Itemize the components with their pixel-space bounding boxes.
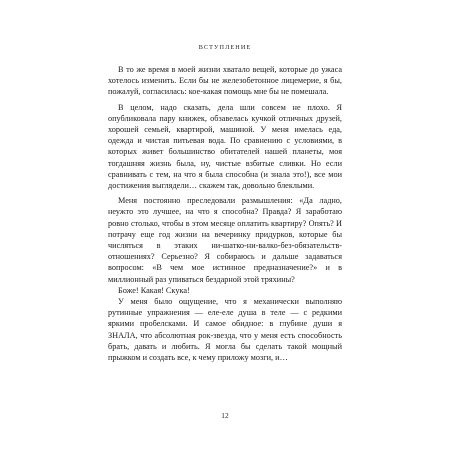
paragraph: У меня было ощущение, что я механически выполняю рутинные упражнения — еле-еле душа в теле — с редкими яркими пробелсками. И самое обидное: в глубине души я ЗНАЛА, что абсолютная рок-звезда, что у меня есть способность брать, давать и любить. Я могла бы сделать такой мощный прыжком и создать все, к чему приложу мозги, и… <box>108 297 342 363</box>
paragraph: Меня постоянно преследовали размышления: «Да ладно, неужто это лучшее, на что я способна? Правда? Я заработаю ровно столько, чтобы в этом месяце оплатить квартиру? Опять? И потрачу еще год жизни на вечеринку придурков, которые бы числяться в этаких ни-шатко-ни-валко-без-обязательств-отношениях? Серьезно? Я собираюсь и дальше задаваться вопросом: «В чем мое истинное предназначение?» и в миллионный раз упиваться бездарной этой тряхины? <box>108 196 342 284</box>
paragraph: В целом, надо сказать, дела шли совсем не плохо. Я опубликовала пару книжек, обзавелась кучкой отличных друзей, хорошей семьей, квартирой, машиной. У меня имелась еда, одежда и чистая питьевая вода. По сравнению с условиями, в которых живет большинство обитателей нашей планеты, моя тогдашняя жизнь была, ну, чистые взбитые сливки. Но если сравнивать с тем, на что я была способна (и знала это!), все мои достижения выглядели… скажем так, довольно блеклыми. <box>108 102 342 191</box>
body-text <box>108 64 342 367</box>
paragraph: Боже! Какая! Скука! <box>118 285 190 295</box>
running-head: ВСТУПЛЕНИЕ <box>198 44 252 51</box>
page-number: 12 <box>221 411 229 420</box>
paragraph: В то же время в моей жизни хватало вещей, которые до ужаса хотелось изменить. Если бы не железобетонное лицемерие, я бы, пожалуй, согласилась: кое-какая помощь мне бы не помешала. <box>108 65 342 97</box>
